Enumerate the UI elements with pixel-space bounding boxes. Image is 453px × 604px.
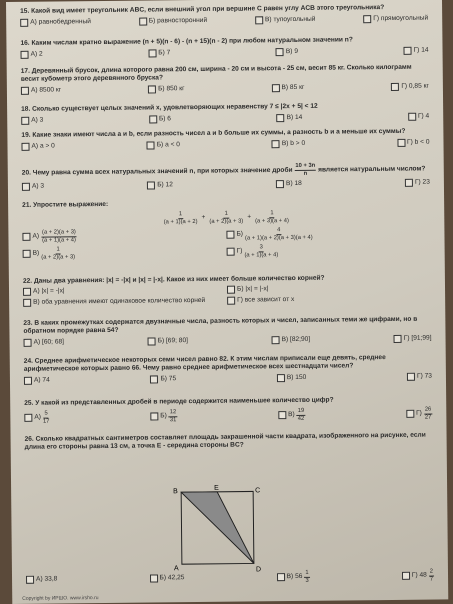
denominator: (a + 1)(a + 2) <box>163 218 198 225</box>
option-a[interactable] <box>21 86 61 94</box>
checkbox[interactable] <box>24 339 32 347</box>
question-text: 21. Упростите выражение: <box>22 200 109 209</box>
option-label: В) 85 кг <box>281 83 305 92</box>
checkbox[interactable] <box>397 139 405 147</box>
checkbox[interactable] <box>22 183 30 191</box>
option-label: Г) 0,85 кг <box>401 82 429 90</box>
checkbox[interactable] <box>227 297 235 305</box>
option-label: В) b > 0 <box>281 139 306 148</box>
checkbox[interactable] <box>20 19 28 27</box>
option-label: Г) 23 <box>414 178 430 186</box>
option-a[interactable] <box>21 142 54 150</box>
checkbox[interactable] <box>277 374 285 382</box>
option-label: Г) все зависит от x <box>237 295 295 304</box>
checkbox[interactable] <box>394 335 402 343</box>
checkbox[interactable] <box>405 179 413 187</box>
option-c[interactable] <box>23 245 227 261</box>
numerator: 3 <box>259 244 263 251</box>
option-d[interactable] <box>408 113 429 121</box>
question-text: 22. Даны два уравнения: |x| = -|x| и |x| = |-x|. Какое из них имеет больше количество корней? <box>22 274 325 285</box>
fraction <box>41 246 75 260</box>
option-label: В) 150 <box>286 373 307 382</box>
option-b[interactable] <box>148 49 170 57</box>
footer-copyright: Copyright by ИРШО. www.irsho.ru <box>22 595 99 602</box>
label-E: E <box>214 484 219 492</box>
option-letter: В) <box>288 410 295 419</box>
option-label: Б) 42,25 <box>159 574 185 582</box>
option-letter: Б) <box>236 230 244 238</box>
denominator: 31 <box>169 416 177 423</box>
numerator: 2 <box>429 568 434 575</box>
option-a[interactable] <box>20 18 91 27</box>
checkbox[interactable] <box>278 411 286 419</box>
option-d[interactable] <box>404 47 429 55</box>
option-label: В) 14 <box>286 113 303 122</box>
option-label: Г) b < 0 <box>407 138 430 146</box>
expression <box>22 209 430 227</box>
option-c[interactable] <box>277 570 310 584</box>
fraction <box>297 408 306 422</box>
option-letter: А) <box>34 413 41 421</box>
option-a[interactable] <box>21 51 43 59</box>
checkbox[interactable] <box>23 299 31 307</box>
question-text: 26. Сколько квадратных сантиметров составляет площадь закрашенной части квадрата, изображенного на рисунке, если длина его стороны равна 13 см, а точка E - середина стороны BC? <box>24 431 426 451</box>
option-label: В) [82;90] <box>281 335 311 344</box>
fraction <box>245 227 313 242</box>
option-label: Г) 14 <box>413 46 429 54</box>
numerator: 1 <box>270 210 274 217</box>
option-label: Б) |x| = |-x| <box>236 285 269 293</box>
option-b[interactable] <box>147 141 180 149</box>
checkbox[interactable] <box>276 180 284 188</box>
option-label: Б) 850 кг <box>158 85 185 93</box>
numerator: 5 <box>44 410 48 417</box>
checkbox[interactable] <box>407 373 415 381</box>
option-b[interactable] <box>148 337 188 345</box>
question-24 <box>24 354 432 385</box>
checkbox[interactable] <box>149 115 157 123</box>
question-26 <box>25 432 433 452</box>
checkbox[interactable] <box>21 87 29 95</box>
option-label: В) 18 <box>285 179 302 188</box>
option-c[interactable] <box>277 114 303 122</box>
option-label: Г) прямоугольный <box>373 14 429 23</box>
checkbox[interactable] <box>139 18 147 26</box>
test-sheet <box>6 0 448 604</box>
option-label: А) 3 <box>31 182 45 190</box>
checkbox[interactable] <box>277 573 285 581</box>
checkbox[interactable] <box>24 414 32 422</box>
question-23 <box>23 316 431 347</box>
option-a[interactable] <box>24 338 65 346</box>
option-d[interactable] <box>363 15 428 24</box>
option-a[interactable] <box>23 286 227 296</box>
label-B: B <box>173 488 178 496</box>
option-label: А) 33,8 <box>36 575 58 583</box>
option-label: В) тупоугольный <box>264 15 316 24</box>
option-b[interactable] <box>150 375 176 383</box>
option-b[interactable] <box>226 226 430 242</box>
question-text-part: 20. Чему равна сумма всех натуральных значений n, при которых значение дроби <box>21 166 293 177</box>
question-text-part: является натуральным числом? <box>318 165 426 174</box>
option-a[interactable] <box>22 183 44 191</box>
option-label: В) оба уравнения имеют одинаковое количество корней <box>33 296 206 306</box>
denominator: (a + 2)(a + 3) <box>209 218 244 225</box>
option-b[interactable] <box>150 409 177 423</box>
option-d[interactable] <box>394 335 432 343</box>
checkbox[interactable] <box>147 181 155 189</box>
fraction <box>429 569 434 583</box>
option-b[interactable] <box>149 571 184 585</box>
checkbox[interactable] <box>404 47 412 55</box>
option-label: А) 74 <box>33 376 50 384</box>
checkbox[interactable] <box>271 84 279 92</box>
option-label: Б) 6 <box>158 115 172 123</box>
question-text: 23. В каких промежутках содержатся двузначные числа, разность которых и чисел, записанных теми же цифрами, но в обратном порядке равна 54? <box>23 315 418 335</box>
option-letter: Г) <box>236 247 243 255</box>
option-b[interactable] <box>147 181 173 189</box>
checkbox[interactable] <box>148 337 156 345</box>
denominator: 7 <box>429 576 434 583</box>
checkbox[interactable] <box>255 16 263 24</box>
option-label: Г) 48 <box>411 571 427 579</box>
option-label: Б) 7 <box>158 49 171 57</box>
question-26-answers <box>26 566 434 587</box>
checkbox[interactable] <box>148 49 156 57</box>
question-text: 17. Деревянный брусок, длина которого равна 200 см, ширина - 20 см и высота - 25 см, весит 85 кг. Сколько килограмм весит кубометр этого деревянного бруска? <box>20 63 412 83</box>
question-text <box>22 162 430 180</box>
question-text: 15. Какой вид имеет треугольник ABC, если внешний угол при вершине C равен углу ACB этого треугольника? <box>20 4 385 15</box>
option-b[interactable] <box>149 115 171 123</box>
numerator: 1 <box>178 211 183 218</box>
option-c[interactable] <box>272 336 311 344</box>
option-a[interactable] <box>26 572 57 586</box>
option-d[interactable] <box>405 179 430 187</box>
numerator: 10 + 3n <box>295 162 316 169</box>
option-a[interactable] <box>22 228 226 244</box>
checkbox[interactable] <box>272 140 280 148</box>
option-d[interactable] <box>397 139 430 147</box>
denominator: (a + 1)(a + 2)(a + 3)(a + 4) <box>244 234 313 242</box>
option-label: А) [60; 68] <box>33 338 65 346</box>
checkbox[interactable] <box>22 233 30 241</box>
numerator: 12 <box>169 409 177 416</box>
checkbox[interactable] <box>363 15 371 23</box>
denominator: 27 <box>424 414 432 421</box>
option-d[interactable] <box>391 83 429 91</box>
denominator: 17 <box>42 418 50 425</box>
question-text: 25. У какой из представленных дробей в периоде содержится наименьшее количество цифр? <box>24 396 334 407</box>
checkbox[interactable] <box>227 248 235 256</box>
numerator: 19 <box>297 407 305 414</box>
option-label: А) 3 <box>31 116 44 124</box>
option-c[interactable] <box>271 84 304 92</box>
option-label: А) a > 0 <box>31 142 55 150</box>
question-text: 19. Какие знаки имеют числа a и b, если разность чисел a и b больше их суммы, а разность b и a меньше их суммы? <box>21 127 406 139</box>
numerator: 1 <box>56 246 60 253</box>
option-label: В) 56 <box>286 572 303 581</box>
checkbox[interactable] <box>147 141 155 149</box>
option-b[interactable] <box>139 17 207 26</box>
option-c[interactable] <box>23 297 227 307</box>
question-18 <box>21 102 429 125</box>
denominator: 3 <box>305 577 309 584</box>
checkbox[interactable] <box>23 250 31 258</box>
fraction <box>41 229 77 243</box>
denominator: (a + 1)(a + 4) <box>42 236 76 244</box>
fraction <box>164 211 198 225</box>
question-text: 16. Каким числам кратно выражение (n + 5)(n - 6) - (n + 15)(n - 2) при любом натуральном значении n? <box>20 36 353 47</box>
question-text: 24. Среднее арифметическое некоторых семи чисел равно 82. К этим числам приписали еще девять, среднее арифметическое которых равно 66. Чему равно среднее арифметическое всех шестнадцати чисел? <box>23 354 386 373</box>
option-label: Б) [69; 80] <box>157 337 188 345</box>
option-label: Б) 75 <box>160 375 177 383</box>
option-c[interactable] <box>277 374 307 382</box>
option-d[interactable] <box>406 407 432 421</box>
checkbox[interactable] <box>277 114 285 122</box>
question-17 <box>21 64 429 95</box>
option-letter: Б) <box>160 412 167 420</box>
option-c[interactable] <box>276 48 298 56</box>
question-19 <box>21 128 429 151</box>
denominator: 42 <box>297 415 305 422</box>
option-d[interactable] <box>402 569 434 583</box>
option-label: В) 9 <box>285 47 299 56</box>
checkbox[interactable] <box>150 375 158 383</box>
denominator: (a + 3)(a + 4) <box>255 217 289 224</box>
option-label: А) 8500 кг <box>30 86 62 94</box>
question-20 <box>22 162 430 191</box>
option-label: Г) [91;99] <box>403 334 432 342</box>
option-d[interactable] <box>227 295 431 305</box>
option-a[interactable] <box>24 411 49 425</box>
option-label: А) |x| = -|x| <box>32 287 65 295</box>
fraction <box>244 244 278 258</box>
checkbox[interactable] <box>21 143 29 151</box>
numerator: (a + 2)(a + 3) <box>41 229 76 236</box>
fraction <box>255 210 289 224</box>
option-letter: А) <box>32 232 40 240</box>
numerator: 1 <box>305 569 309 576</box>
option-label: Б) равносторонний <box>148 16 208 25</box>
option-label: Б) 12 <box>157 181 173 189</box>
checkbox[interactable] <box>21 117 29 125</box>
question-25 <box>24 396 432 425</box>
square-figure <box>161 483 272 576</box>
option-label: Б) a < 0 <box>156 141 180 149</box>
plus-sign: + <box>201 213 206 221</box>
option-c[interactable] <box>272 140 305 148</box>
fraction <box>304 570 309 584</box>
checkbox[interactable] <box>26 576 34 584</box>
checkbox[interactable] <box>24 377 32 385</box>
checkbox[interactable] <box>21 51 29 59</box>
fraction <box>43 411 50 425</box>
option-label: А) равнобедренный <box>30 18 91 26</box>
checkbox[interactable] <box>148 85 156 93</box>
option-label: Г) 73 <box>416 372 432 380</box>
plus-sign: + <box>247 213 252 221</box>
label-A: A <box>173 565 179 573</box>
option-b[interactable] <box>148 85 185 93</box>
question-text: 18. Сколько существует целых значений x, удовлетворяющих неравенству 7 ≤ |2x + 5| < 12 <box>21 102 318 113</box>
checkbox[interactable] <box>23 288 31 296</box>
option-c[interactable] <box>278 408 305 422</box>
question-15 <box>20 4 428 27</box>
checkbox[interactable] <box>402 572 410 580</box>
checkbox[interactable] <box>227 286 235 294</box>
option-a[interactable] <box>21 117 43 125</box>
fraction <box>169 409 178 423</box>
checkbox[interactable] <box>276 48 284 56</box>
checkbox[interactable] <box>408 113 416 121</box>
option-c[interactable] <box>255 16 315 25</box>
checkbox[interactable] <box>391 83 399 91</box>
fraction <box>424 407 433 421</box>
option-label: А) 2 <box>30 50 43 58</box>
numerator: 26 <box>424 406 432 413</box>
option-label: Г) 4 <box>417 112 430 120</box>
option-d[interactable] <box>227 243 431 259</box>
option-c[interactable] <box>276 180 302 188</box>
label-C: C <box>255 487 261 495</box>
option-letter: В) <box>32 249 40 257</box>
question-16 <box>20 36 428 59</box>
checkbox[interactable] <box>226 231 234 239</box>
checkbox[interactable] <box>150 574 158 582</box>
question-22 <box>23 274 431 307</box>
fraction <box>294 163 316 177</box>
label-D: D <box>255 566 262 574</box>
numerator: 4 <box>277 227 281 234</box>
denominator: n <box>303 170 308 177</box>
checkbox[interactable] <box>150 412 158 420</box>
option-letter: Г) <box>416 409 422 417</box>
checkbox[interactable] <box>406 410 414 418</box>
option-a[interactable] <box>24 377 50 385</box>
denominator: (a + 2)(a + 3) <box>41 253 76 261</box>
numerator: 1 <box>224 210 228 217</box>
denominator: (a + 1)(a + 4) <box>244 251 279 259</box>
question-21 <box>22 198 431 261</box>
fraction <box>209 211 243 225</box>
option-d[interactable] <box>407 373 432 381</box>
checkbox[interactable] <box>272 336 280 344</box>
option-b[interactable] <box>227 284 431 294</box>
